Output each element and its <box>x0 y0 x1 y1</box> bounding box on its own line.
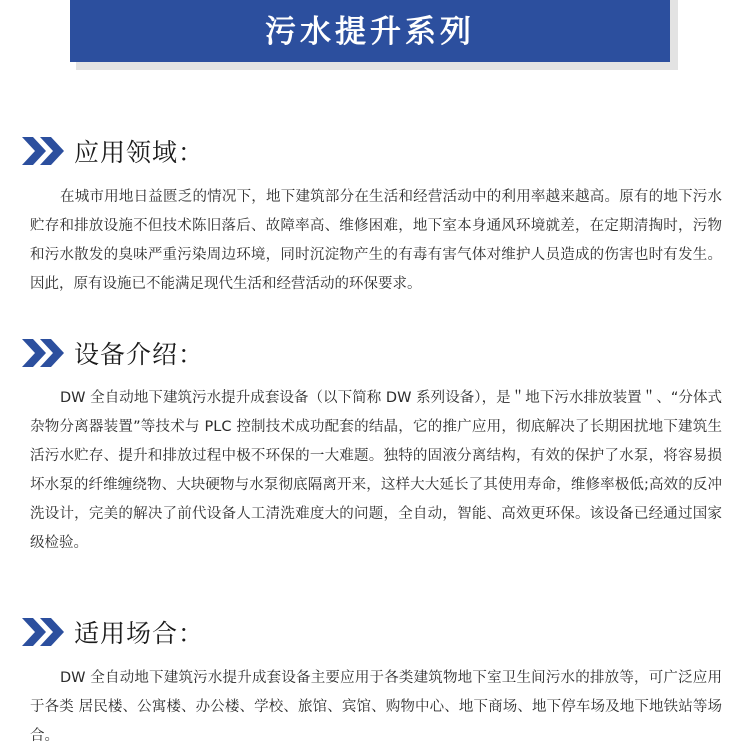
section-heading-usage <box>22 615 204 649</box>
double-chevron-right-icon <box>22 615 66 649</box>
section-body-usage: DW 全自动地下建筑污水提升成套设备主要应用于各类建筑物地下室卫生间污水的排放等，可广泛应用于各类 居民楼、公寓楼、办公楼、学校、旅馆、宾馆、购物中心、地下商场、地下停车场及地下地铁站等场合。 <box>30 670 722 744</box>
section-heading-application <box>22 134 204 168</box>
double-chevron-right-icon <box>22 336 66 370</box>
section-title: 应用领域： <box>74 138 205 167</box>
double-chevron-right-icon <box>22 134 66 168</box>
section-body-application: 在城市用地日益匮乏的情况下，地下建筑部分在生活和经营活动中的利用率越来越高。原有的地下污水贮存和排放设施不但技术陈旧落后、故障率高、维修困难，地下室本身通风环境就差，在定期清掏时，污物和污水散发的臭味严重污染周边环境，同时沉淀物产生的有毒有害气体对维护人员造成的伤害也时有发生。因此，原有设施已不能满足现代生活和经营活动的环保要求。 <box>30 189 722 292</box>
section-title: 适用场合： <box>74 619 205 648</box>
section-body-equipment: DW 全自动地下建筑污水提升成套设备（以下简称 DW 系列设备），是＂地下污水排放装置＂、“分体式杂物分离器装置”等技术与 PLC 控制技术成功配套的结晶，它的推广应用，彻底解决了长期困扰地下建筑生活污水贮存、提升和排放过程中极不环保的一大难题。独特的固液分离结构，有效的保护了水泵，将容易损坏水泵的纤维缠绕物、大块硬物与水泵彻底隔离开来，这样大大延长了其使用寿命，维修率极低;高效的反冲洗设计，完美的解决了前代设备人工清洗难度大的问题，全自动，智能、高效更环保。该设备已经通过国家级检验。 <box>30 390 722 551</box>
title-banner <box>70 0 670 62</box>
section-heading-equipment <box>22 336 204 370</box>
section-title: 设备介绍： <box>74 340 205 369</box>
page-title: 污水提升系列 <box>265 13 475 50</box>
